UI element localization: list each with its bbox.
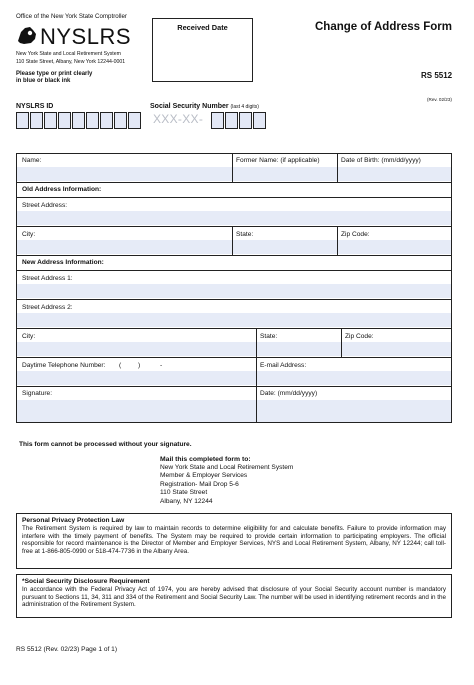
print-note-1: Please type or print clearly xyxy=(16,71,93,77)
dob-input[interactable] xyxy=(338,167,451,181)
old-address-heading: Old Address Information: xyxy=(22,186,102,193)
nyslrs-id-digit-cell[interactable] xyxy=(30,112,43,129)
divider xyxy=(256,328,257,357)
email-input[interactable] xyxy=(257,371,451,385)
form-title: Change of Address Form xyxy=(315,21,452,33)
date-input[interactable] xyxy=(257,400,451,422)
nyslrs-id-label: NYSLRS ID xyxy=(16,103,54,110)
phone-label: Daytime Telephone Number: xyxy=(22,362,106,369)
received-date-box xyxy=(152,18,253,82)
ssn-label xyxy=(150,103,259,110)
ssn-note: (last 4 digits) xyxy=(230,104,259,110)
nyslrs-id-digit-cell[interactable] xyxy=(86,112,99,129)
new-street2-input[interactable] xyxy=(17,313,451,327)
phone-paren-close: ) xyxy=(138,362,141,369)
ssn-digit-cell[interactable] xyxy=(211,112,224,129)
signature-input[interactable] xyxy=(17,400,256,422)
divider xyxy=(16,328,452,329)
ssn-disclosure-box xyxy=(16,574,452,618)
signature-notice: This form cannot be processed without your signature. xyxy=(19,441,192,448)
received-date-label: Received Date xyxy=(177,23,228,32)
revision-note: (Rev. 02/23) xyxy=(427,97,452,102)
divider xyxy=(232,153,233,182)
privacy-text: The Retirement System is required by law to maintain records to determine eligibility for and calculate benefits. Failure to provide information may interfere with the timely payment of benefits. The System may be required to provide certain information to participating employers. The official responsible for record maintenance is the Director of Member and Employer Services, NYS and Local Retirement System, Albany, NY 12244; call toll-free at 1-866-805-0990 or 518-474-7736 in the Albany Area. xyxy=(22,525,446,555)
divider xyxy=(256,386,257,423)
nyslrs-id-digit-cell[interactable] xyxy=(16,112,29,129)
former-name-label: Former Name: (if applicable) xyxy=(236,157,320,164)
old-street-label: Street Address: xyxy=(22,202,68,209)
divider xyxy=(16,299,452,300)
email-label: E-mail Address: xyxy=(260,362,307,369)
mail-to-line: Member & Employer Services xyxy=(160,472,248,480)
divider xyxy=(16,270,452,271)
new-zip-label: Zip Code: xyxy=(345,333,374,340)
phone-input[interactable] xyxy=(17,371,256,385)
old-street-input[interactable] xyxy=(17,211,451,225)
nyslrs-id-digit-cell[interactable] xyxy=(128,112,141,129)
divider xyxy=(16,255,452,256)
ssn-disclosure-text: In accordance with the Federal Privacy Act of 1974, you are hereby advised that disclosure of your Social Security account number is mandatory pursuant to Sections 11, 34, 311 and 334 of the Retirement and Social Security Law. The number will be used in identifying retirement records and in the administration of the Retirement System. xyxy=(22,586,446,609)
mail-to-line: Albany, NY 12244 xyxy=(160,497,213,505)
mail-to-line: 110 State Street xyxy=(160,489,208,497)
nyslrs-id-digit-cell[interactable] xyxy=(44,112,57,129)
divider xyxy=(16,357,452,358)
divider xyxy=(16,197,452,198)
former-name-input[interactable] xyxy=(233,167,337,181)
mail-to-line: Registration- Mail Drop 5-6 xyxy=(160,480,239,488)
ssn-digit-cell[interactable] xyxy=(253,112,266,129)
new-state-label: State: xyxy=(260,333,278,340)
old-city-label: City: xyxy=(22,231,36,238)
divider xyxy=(256,357,257,386)
new-street1-label: Street Address 1: xyxy=(22,275,73,282)
divider xyxy=(16,226,452,227)
form-number: RS 5512 xyxy=(421,71,453,80)
nyslrs-id-digit-cell[interactable] xyxy=(58,112,71,129)
ssn-disclosure-heading: *Social Security Disclosure Requirement xyxy=(22,578,150,585)
system-name: New York State and Local Retirement System xyxy=(16,51,121,57)
ssn-label-text: Social Security Number xyxy=(150,103,229,110)
privacy-notice-box xyxy=(16,513,452,569)
new-address-heading: New Address Information: xyxy=(22,259,104,266)
old-state-input[interactable] xyxy=(233,240,337,254)
ssn-digit-cell[interactable] xyxy=(225,112,238,129)
mail-to-heading: Mail this completed form to: xyxy=(160,456,251,463)
state-seal-icon xyxy=(16,24,38,46)
page-footer: RS 5512 (Rev. 02/23) Page 1 of 1) xyxy=(16,646,118,653)
nyslrs-id-digit-cell[interactable] xyxy=(100,112,113,129)
office-name: Office of the New York State Comptroller xyxy=(16,13,127,20)
old-zip-label: Zip Code: xyxy=(341,231,370,238)
signature-label: Signature: xyxy=(22,390,53,397)
system-address: 110 State Street, Albany, New York 12244-0001 xyxy=(16,59,126,65)
divider xyxy=(337,226,338,255)
divider xyxy=(341,328,342,357)
new-street2-label: Street Address 2: xyxy=(22,304,73,311)
new-street1-input[interactable] xyxy=(17,284,451,298)
divider xyxy=(232,226,233,255)
old-state-label: State: xyxy=(236,231,254,238)
date-label: Date: (mm/dd/yyyy) xyxy=(260,390,318,397)
new-city-label: City: xyxy=(22,333,36,340)
name-input[interactable] xyxy=(17,167,232,181)
ssn-digit-cell[interactable] xyxy=(239,112,252,129)
phone-paren-open: ( xyxy=(119,362,122,369)
divider xyxy=(337,153,338,182)
old-zip-input[interactable] xyxy=(338,240,451,254)
print-note-2: in blue or black ink xyxy=(16,78,71,84)
name-label: Name: xyxy=(22,157,42,164)
logo-text: NYSLRS xyxy=(40,24,132,49)
mail-to-address xyxy=(160,464,293,506)
mail-to-line: New York State and Local Retirement System xyxy=(160,464,294,471)
nyslrs-id-digit-cell[interactable] xyxy=(72,112,85,129)
dob-label: Date of Birth: (mm/dd/yyyy) xyxy=(341,157,421,164)
new-city-input[interactable] xyxy=(17,342,256,356)
old-city-input[interactable] xyxy=(17,240,232,254)
new-state-input[interactable] xyxy=(257,342,341,356)
new-zip-input[interactable] xyxy=(342,342,451,356)
nyslrs-id-digit-cell[interactable] xyxy=(114,112,127,129)
ssn-placeholder: XXX-XX- xyxy=(153,112,204,126)
divider xyxy=(16,386,452,387)
divider xyxy=(16,182,452,183)
privacy-heading: Personal Privacy Protection Law xyxy=(22,517,125,524)
phone-dash: - xyxy=(160,362,163,369)
